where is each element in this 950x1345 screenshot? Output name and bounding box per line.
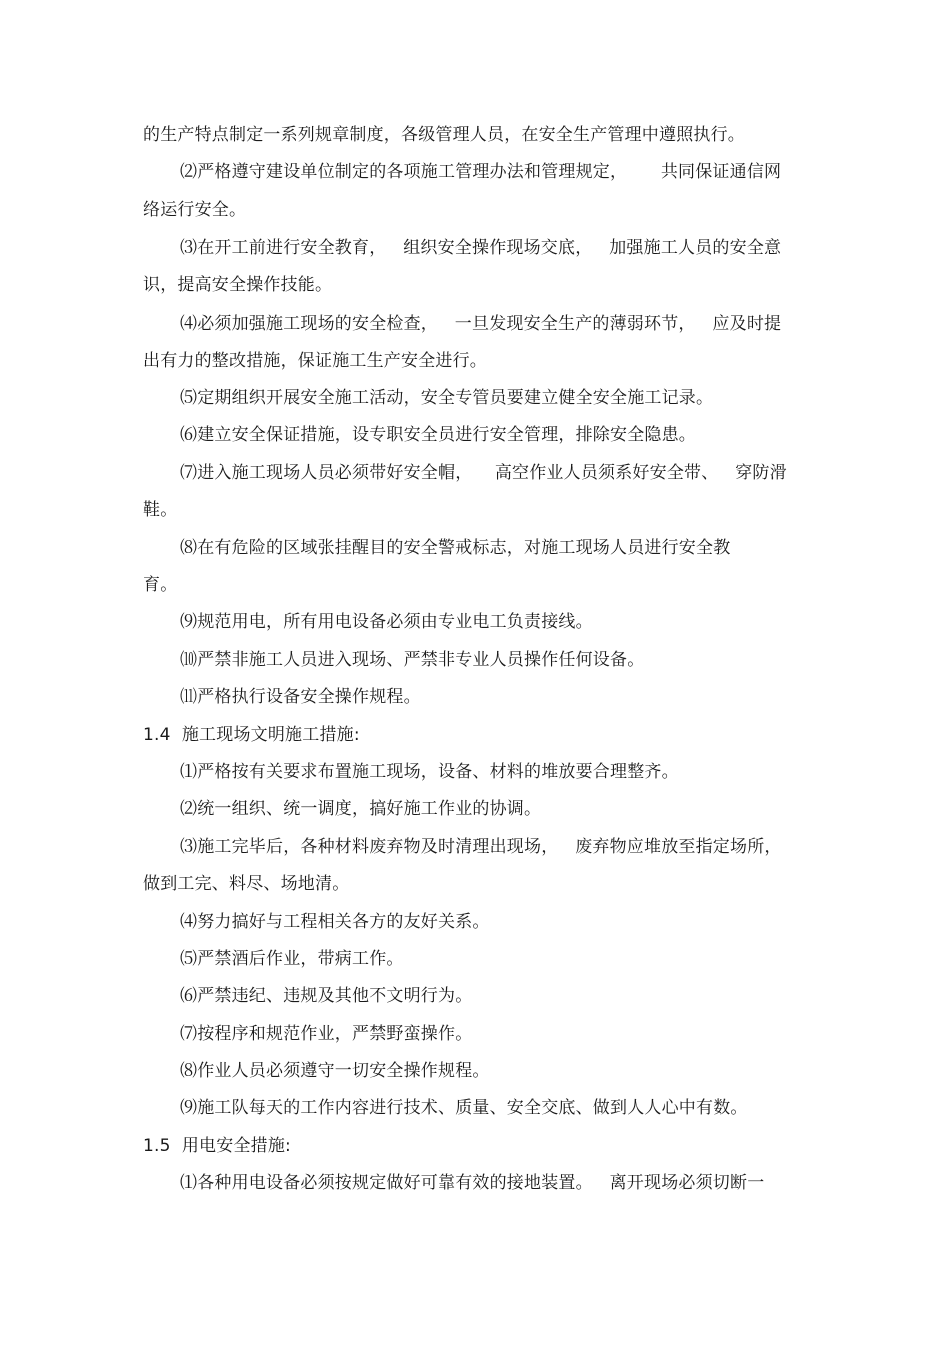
text-line: 的生产特点制定一系列规章制度，各级管理人员，在安全生产管理中遵照执行。 <box>143 125 745 145</box>
text-line: ⑵统一组织、统一调度，搞好施工作业的协调。 <box>180 799 542 819</box>
text-line: ⑷努力搞好与工程相关各方的友好关系。 <box>180 912 490 932</box>
section-heading: 1.5 用电安全措施: <box>143 1136 291 1156</box>
text-line: ⑴严格按有关要求布置施工现场，设备、材料的堆放要合理整齐。 <box>180 762 679 782</box>
text-line: ⑼规范用电，所有用电设备必须由专业电工负责接线。 <box>180 612 593 632</box>
text-line: 出有力的整改措施，保证施工生产安全进行。 <box>143 351 487 371</box>
text-line: 育。 <box>143 575 178 595</box>
text-line: ⑺按程序和规范作业，严禁野蛮操作。 <box>180 1024 473 1044</box>
text-line: ⑾严格执行设备安全操作规程。 <box>180 687 421 707</box>
text-line: ⑸严禁酒后作业，带病工作。 <box>180 949 404 969</box>
text-line: ⑸定期组织开展安全施工活动，安全专管员要建立健全安全施工记录。 <box>180 388 714 408</box>
text-line: 识，提高安全操作技能。 <box>143 275 333 295</box>
text-line: ⑹建立安全保证措施，设专职安全员进行安全管理，排除安全隐患。 <box>180 425 696 445</box>
text-line: ⑹严禁违纪、违规及其他不文明行为。 <box>180 986 473 1006</box>
text-line: ⑶施工完毕后，各种材料废弃物及时清理出现场， 废弃物应堆放至指定场所， <box>180 837 782 857</box>
text-line: 做到工完、料尽、场地清。 <box>143 874 350 894</box>
text-line: ⑷必须加强施工现场的安全检查， 一旦发现安全生产的薄弱环节， 应及时提 <box>180 314 782 334</box>
text-line: ⑵严格遵守建设单位制定的各项施工管理办法和管理规定， 共同保证通信网 <box>180 162 782 182</box>
text-line: ⑽严禁非施工人员进入现场、严禁非专业人员操作任何设备。 <box>180 650 645 670</box>
text-line: 络运行安全。 <box>143 200 247 220</box>
text-line: ⑼施工队每天的工作内容进行技术、质量、安全交底、做到人人心中有数。 <box>180 1098 748 1118</box>
text-line: 鞋。 <box>143 500 178 520</box>
text-line: ⑶在开工前进行安全教育， 组织安全操作现场交底， 加强施工人员的安全意 <box>180 238 782 258</box>
section-heading: 1.4 施工现场文明施工措施: <box>143 725 360 745</box>
text-line: ⑻在有危险的区域张挂醒目的安全警戒标志，对施工现场人员进行安全教 <box>180 538 731 558</box>
text-line: ⑻作业人员必须遵守一切安全操作规程。 <box>180 1061 490 1081</box>
text-line: ⑴各种用电设备必须按规定做好可靠有效的接地装置。 离开现场必须切断一 <box>180 1173 765 1193</box>
text-line: ⑺进入施工现场人员必须带好安全帽， 高空作业人员须系好安全带、 穿防滑 <box>180 463 787 483</box>
